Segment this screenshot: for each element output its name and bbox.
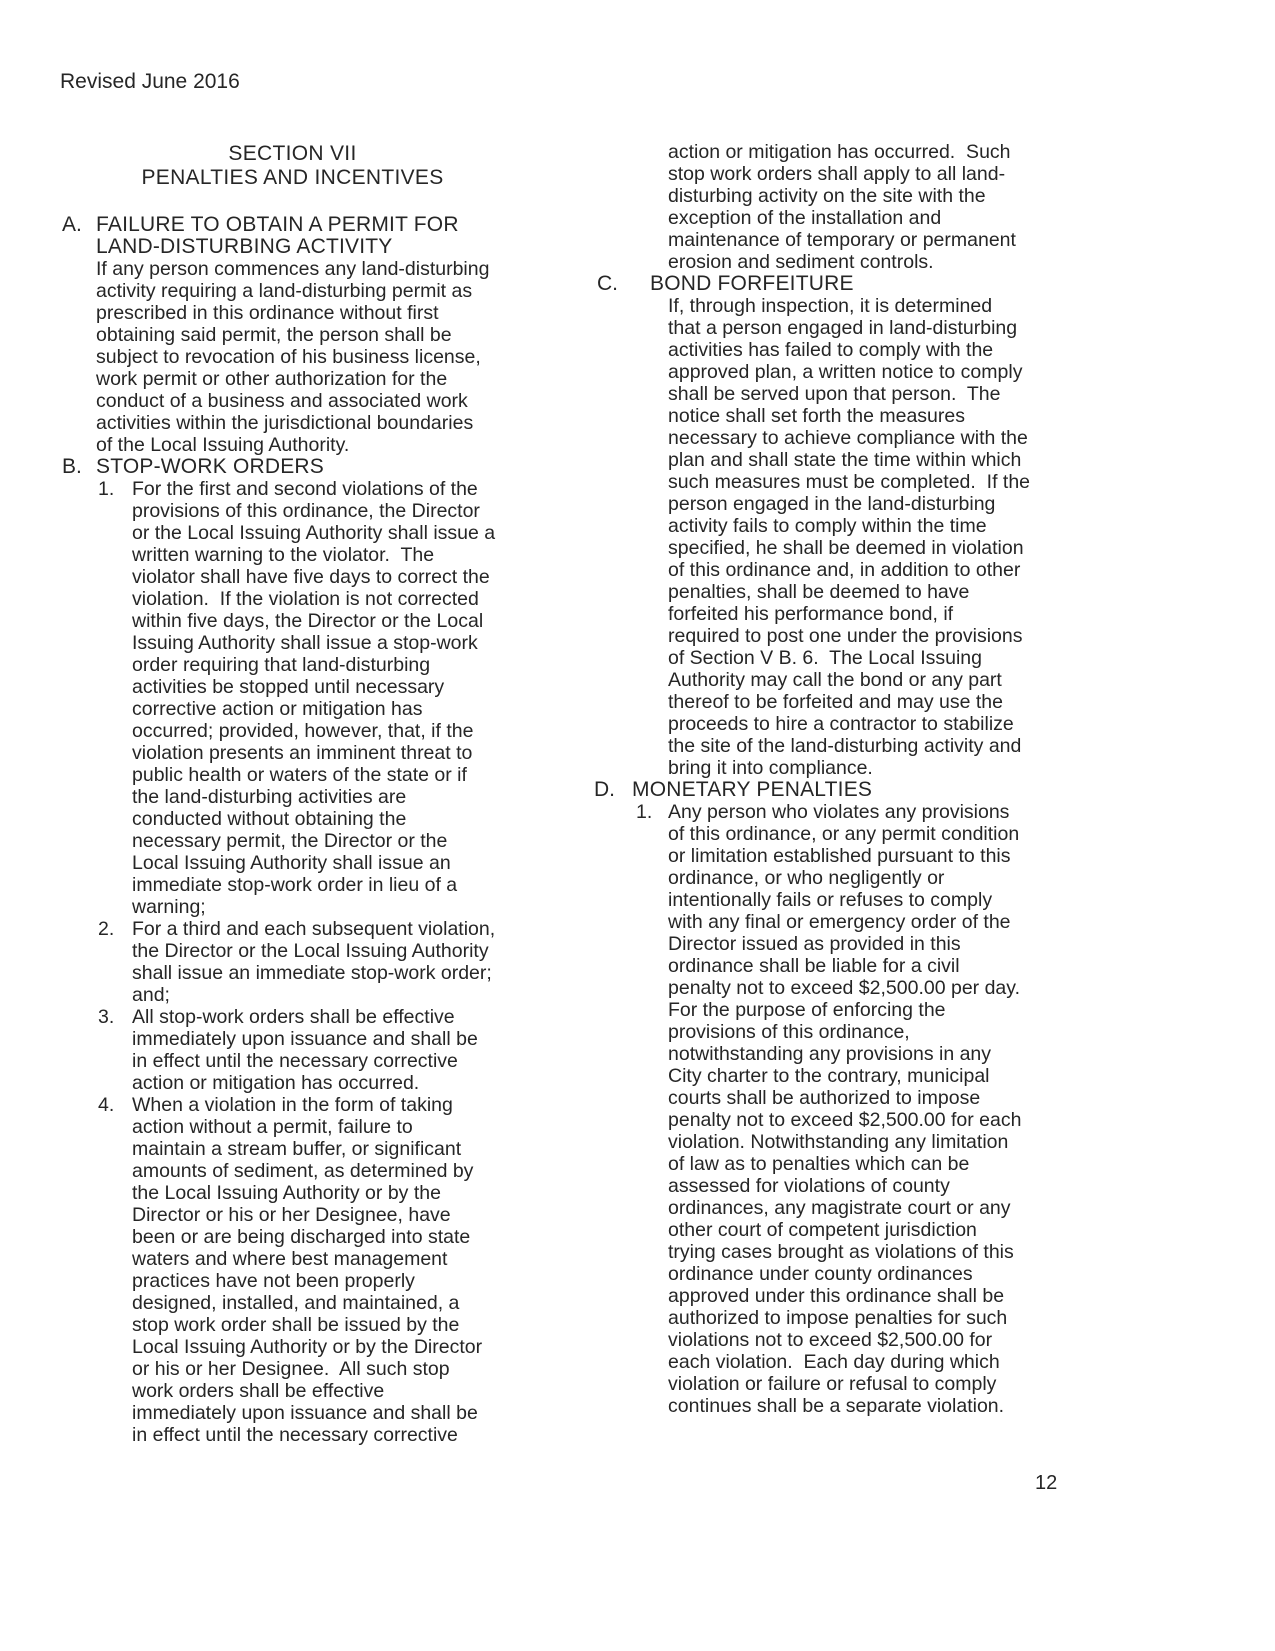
text-line: written warning to the violator. The [132,544,435,566]
text-line: activity requiring a land-disturbing permit as [96,280,473,302]
text-line: public health or waters of the state or if [132,764,467,786]
text-line: warning; [132,896,206,918]
text-line: the Director or the Local Issuing Authority [132,940,489,962]
section-title: PENALTIES AND INCENTIVES [141,166,444,189]
text-line: proceeds to hire a contractor to stabilize [668,713,1014,735]
section-letter: B. [62,455,82,478]
text-line: approved under this ordinance shall be [668,1285,1005,1307]
text-line: within five days, the Director or the Local [132,610,484,632]
text-line: occurred; provided, however, that, if the [132,720,474,742]
text-line: ordinance under county ordinances [668,1263,973,1285]
list-number: 1. [98,478,115,500]
text-line: ordinances, any magistrate court or any [668,1197,1011,1219]
text-line: activities within the jurisdictional boundaries [96,412,474,434]
text-line: ordinance, or who negligently or [668,867,945,889]
text-line: For the purpose of enforcing the [668,999,946,1021]
text-line: courts shall be authorized to impose [668,1087,981,1109]
text-line: violations not to exceed $2,500.00 for [668,1329,993,1351]
text-line: trying cases brought as violations of this [668,1241,1014,1263]
text-line: disturbing activity on the site with the [668,185,986,207]
text-line: activities be stopped until necessary [132,676,445,698]
list-number: 2. [98,918,115,940]
page-number: 12 [1035,1472,1058,1494]
text-line: that a person engaged in land-disturbing [668,317,1018,339]
text-line: person engaged in the land-disturbing [668,493,996,515]
text-line: activities has failed to comply with the [668,339,994,361]
text-line: action or mitigation has occurred. [132,1072,420,1094]
subsection-heading: FAILURE TO OBTAIN A PERMIT FOR [96,213,459,236]
text-line: provisions of this ordinance, [668,1021,910,1043]
text-line: notice shall set forth the measures [668,405,965,427]
text-line: amounts of sediment, as determined by [132,1160,474,1182]
revision-note: Revised June 2016 [60,70,240,93]
text-line: If, through inspection, it is determined [668,295,993,317]
text-line: bring it into compliance. [668,757,873,779]
section-letter: A. [62,213,82,236]
text-line: of this ordinance, or any permit condition [668,823,1020,845]
text-line: obtaining said permit, the person shall be [96,324,452,346]
text-line: designed, installed, and maintained, a [132,1292,460,1314]
text-line: plan and shall state the time within which [668,449,1022,471]
text-line: provisions of this ordinance, the Director [132,500,480,522]
text-line: waters and where best management [132,1248,448,1270]
text-line: Local Issuing Authority shall issue an [132,852,451,874]
text-line: prescribed in this ordinance without first [96,302,439,324]
text-line: If any person commences any land-disturbing [96,258,490,280]
text-line: subject to revocation of his business license, [96,346,481,368]
text-line: of law as to penalties which can be [668,1153,970,1175]
text-line: approved plan, a written notice to comply [668,361,1023,383]
text-line: specified, he shall be deemed in violation [668,537,1024,559]
text-line: thereof to be forfeited and may use the [668,691,1003,713]
list-number: 1. [636,801,653,823]
subsection-heading: BOND FORFEITURE [650,272,854,295]
list-number: 4. [98,1094,115,1116]
text-line: penalty not to exceed $2,500.00 for each [668,1109,1022,1131]
text-line: notwithstanding any provisions in any [668,1043,992,1065]
text-line: continues shall be a separate violation. [668,1395,1005,1417]
text-line: action or mitigation has occurred. Such [668,141,1011,163]
section-letter: D. [594,778,615,801]
text-line: each violation. Each day during which [668,1351,1000,1373]
text-line: such measures must be completed. If the [668,471,1031,493]
text-line: erosion and sediment controls. [668,251,934,273]
text-line: practices have not been properly [132,1270,415,1292]
text-line: stop work order shall be issued by the [132,1314,460,1336]
list-number: 3. [98,1006,115,1028]
subsection-heading: MONETARY PENALTIES [632,778,873,801]
text-line: corrective action or mitigation has [132,698,423,720]
text-line: of Section V B. 6. The Local Issuing [668,647,982,669]
text-line: Issuing Authority shall issue a stop-work [132,632,478,654]
text-line: penalties, shall be deemed to have [668,581,970,603]
text-line: immediate stop-work order in lieu of a [132,874,458,896]
text-line: activity fails to comply within the time [668,515,987,537]
text-line: the site of the land-disturbing activity and [668,735,1022,757]
text-line: Authority may call the bond or any part [668,669,1002,691]
text-line: authorized to impose penalties for such [668,1307,1008,1329]
text-line: intentionally fails or refuses to comply [668,889,993,911]
subsection-heading: STOP-WORK ORDERS [96,455,324,478]
text-line: work orders shall be effective [132,1380,385,1402]
text-line: maintenance of temporary or permanent [668,229,1016,251]
text-line: in effect until the necessary corrective [132,1424,458,1446]
text-line: assessed for violations of county [668,1175,950,1197]
text-line: Director issued as provided in this [668,933,961,955]
text-line: exception of the installation and [668,207,942,229]
text-line: shall issue an immediate stop-work order; [132,962,492,984]
text-line: of the Local Issuing Authority. [96,434,350,456]
text-line: maintain a stream buffer, or significant [132,1138,462,1160]
text-line: violator shall have five days to correct the [132,566,490,588]
subsection-heading: LAND-DISTURBING ACTIVITY [96,235,393,258]
text-line: action without a permit, failure to [132,1116,413,1138]
text-line: ordinance shall be liable for a civil [668,955,960,977]
text-line: work permit or other authorization for the [96,368,448,390]
text-line: immediately upon issuance and shall be [132,1402,478,1424]
section-letter: C. [597,272,618,295]
text-line: violation. Notwithstanding any limitation [668,1131,1009,1153]
text-line: All stop-work orders shall be effective [132,1006,455,1028]
text-line: shall be served upon that person. The [668,383,1001,405]
text-line: with any final or emergency order of the [668,911,1011,933]
text-line: been or are being discharged into state [132,1226,471,1248]
text-line: When a violation in the form of taking [132,1094,453,1116]
text-line: of this ordinance and, in addition to other [668,559,1021,581]
text-line: violation or failure or refusal to comply [668,1373,997,1395]
text-line: order requiring that land-disturbing [132,654,431,676]
text-line: For a third and each subsequent violation, [132,918,496,940]
text-line: necessary to achieve compliance with the [668,427,1028,449]
text-line: or limitation established pursuant to this [668,845,1011,867]
text-line: conduct of a business and associated work [96,390,468,412]
text-line: violation presents an imminent threat to [132,742,473,764]
text-line: and; [132,984,170,1006]
text-line: immediately upon issuance and shall be [132,1028,478,1050]
text-line: conducted without obtaining the [132,808,407,830]
text-line: City charter to the contrary, municipal [668,1065,990,1087]
text-line: necessary permit, the Director or the [132,830,448,852]
text-line: in effect until the necessary corrective [132,1050,458,1072]
text-line: the Local Issuing Authority or by the [132,1182,441,1204]
text-line: penalty not to exceed $2,500.00 per day. [668,977,1020,999]
text-line: stop work orders shall apply to all land- [668,163,1006,185]
text-line: other court of competent jurisdiction [668,1219,977,1241]
text-line: forfeited his performance bond, if [668,603,954,625]
section-number: SECTION VII [228,142,357,165]
text-line: or his or her Designee. All such stop [132,1358,450,1380]
text-line: the land-disturbing activities are [132,786,407,808]
text-line: Local Issuing Authority or by the Director [132,1336,483,1358]
text-line: required to post one under the provisions [668,625,1023,647]
text-line: For the first and second violations of the [132,478,478,500]
text-line: Any person who violates any provisions [668,801,1010,823]
text-line: violation. If the violation is not corrected [132,588,479,610]
text-line: or the Local Issuing Authority shall issue a [132,522,496,544]
text-line: Director or his or her Designee, have [132,1204,451,1226]
